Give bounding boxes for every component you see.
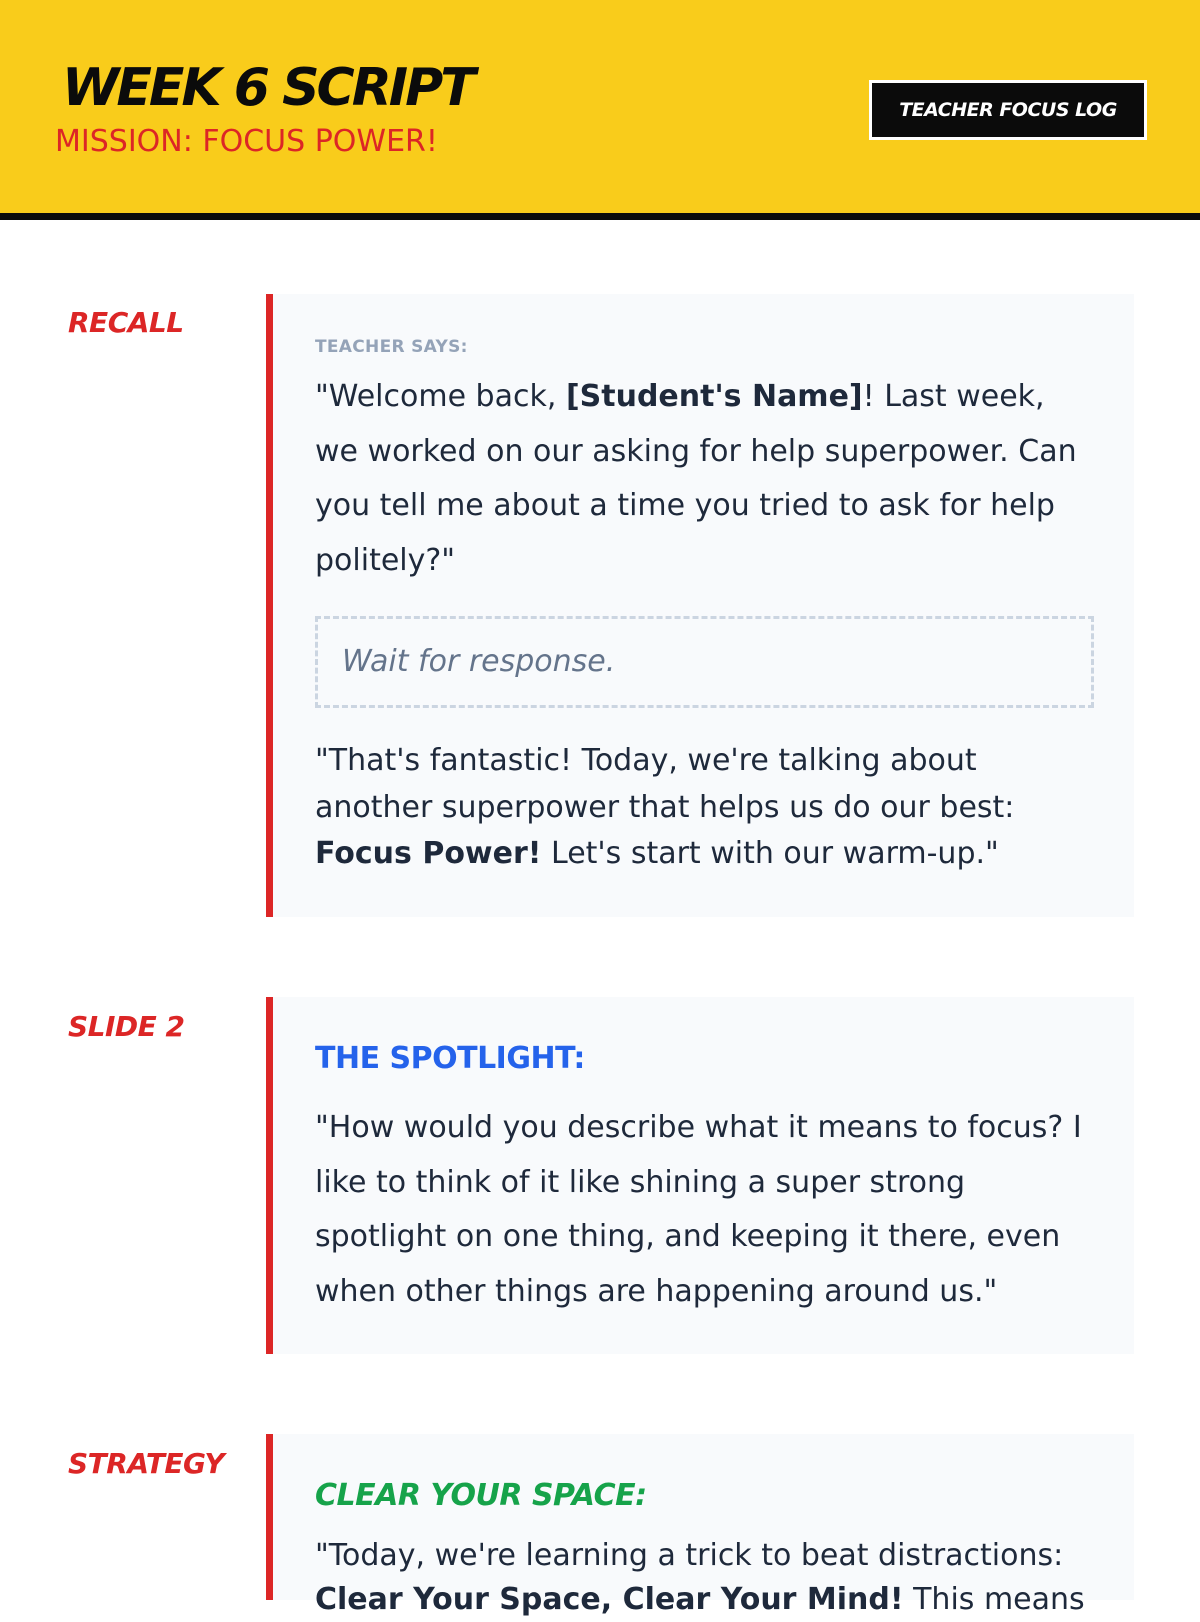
teacher-says-label: TEACHER SAYS: <box>315 337 468 357</box>
section-label-slide-2: SLIDE 2 <box>68 1010 185 1043</box>
focus-power-highlight: Focus Power! <box>315 836 542 871</box>
teacher-focus-log-button[interactable]: TEACHER FOCUS LOG <box>869 80 1147 140</box>
slide-2-card <box>266 997 1134 1354</box>
clear-your-space-heading: CLEAR YOUR SPACE: <box>315 1478 647 1513</box>
recall-speech: "Welcome back, [Student's Name]! Last week, we worked on our asking for help superpower. Can you tell me about a time you tried to ask for help politely?" <box>315 379 1077 578</box>
page-header <box>0 0 1200 220</box>
recall-followup-speech: "That's fantastic! Today, we're talking about another superpower that helps us do our best: Focus Power! Let's start with our warm-up." <box>315 743 1015 871</box>
section-label-strategy: STRATEGY <box>68 1447 225 1480</box>
mission-subtitle: MISSION: FOCUS POWER! <box>55 124 438 159</box>
clear-your-mind-highlight: Clear Your Space, Clear Your Mind! <box>315 1582 904 1617</box>
page-title: WEEK 6 SCRIPT <box>62 58 473 118</box>
recall-card <box>266 294 1134 917</box>
spotlight-heading: THE SPOTLIGHT: <box>315 1041 585 1076</box>
student-name-placeholder: [Student's Name] <box>565 379 863 414</box>
strategy-speech: "Today, we're learning a trick to beat distractions: Clear Your Space, Clear Your Mind! This means <box>315 1538 1085 1617</box>
spotlight-speech: "How would you describe what it means to focus? I like to think of it like shining a super strong spotlight on one thing, and keeping it there, even when other things are happening around us." <box>315 1110 1082 1309</box>
section-label-recall: RECALL <box>68 306 184 339</box>
strategy-card <box>266 1434 1134 1617</box>
wait-for-response-box: Wait for response. <box>315 616 1094 708</box>
